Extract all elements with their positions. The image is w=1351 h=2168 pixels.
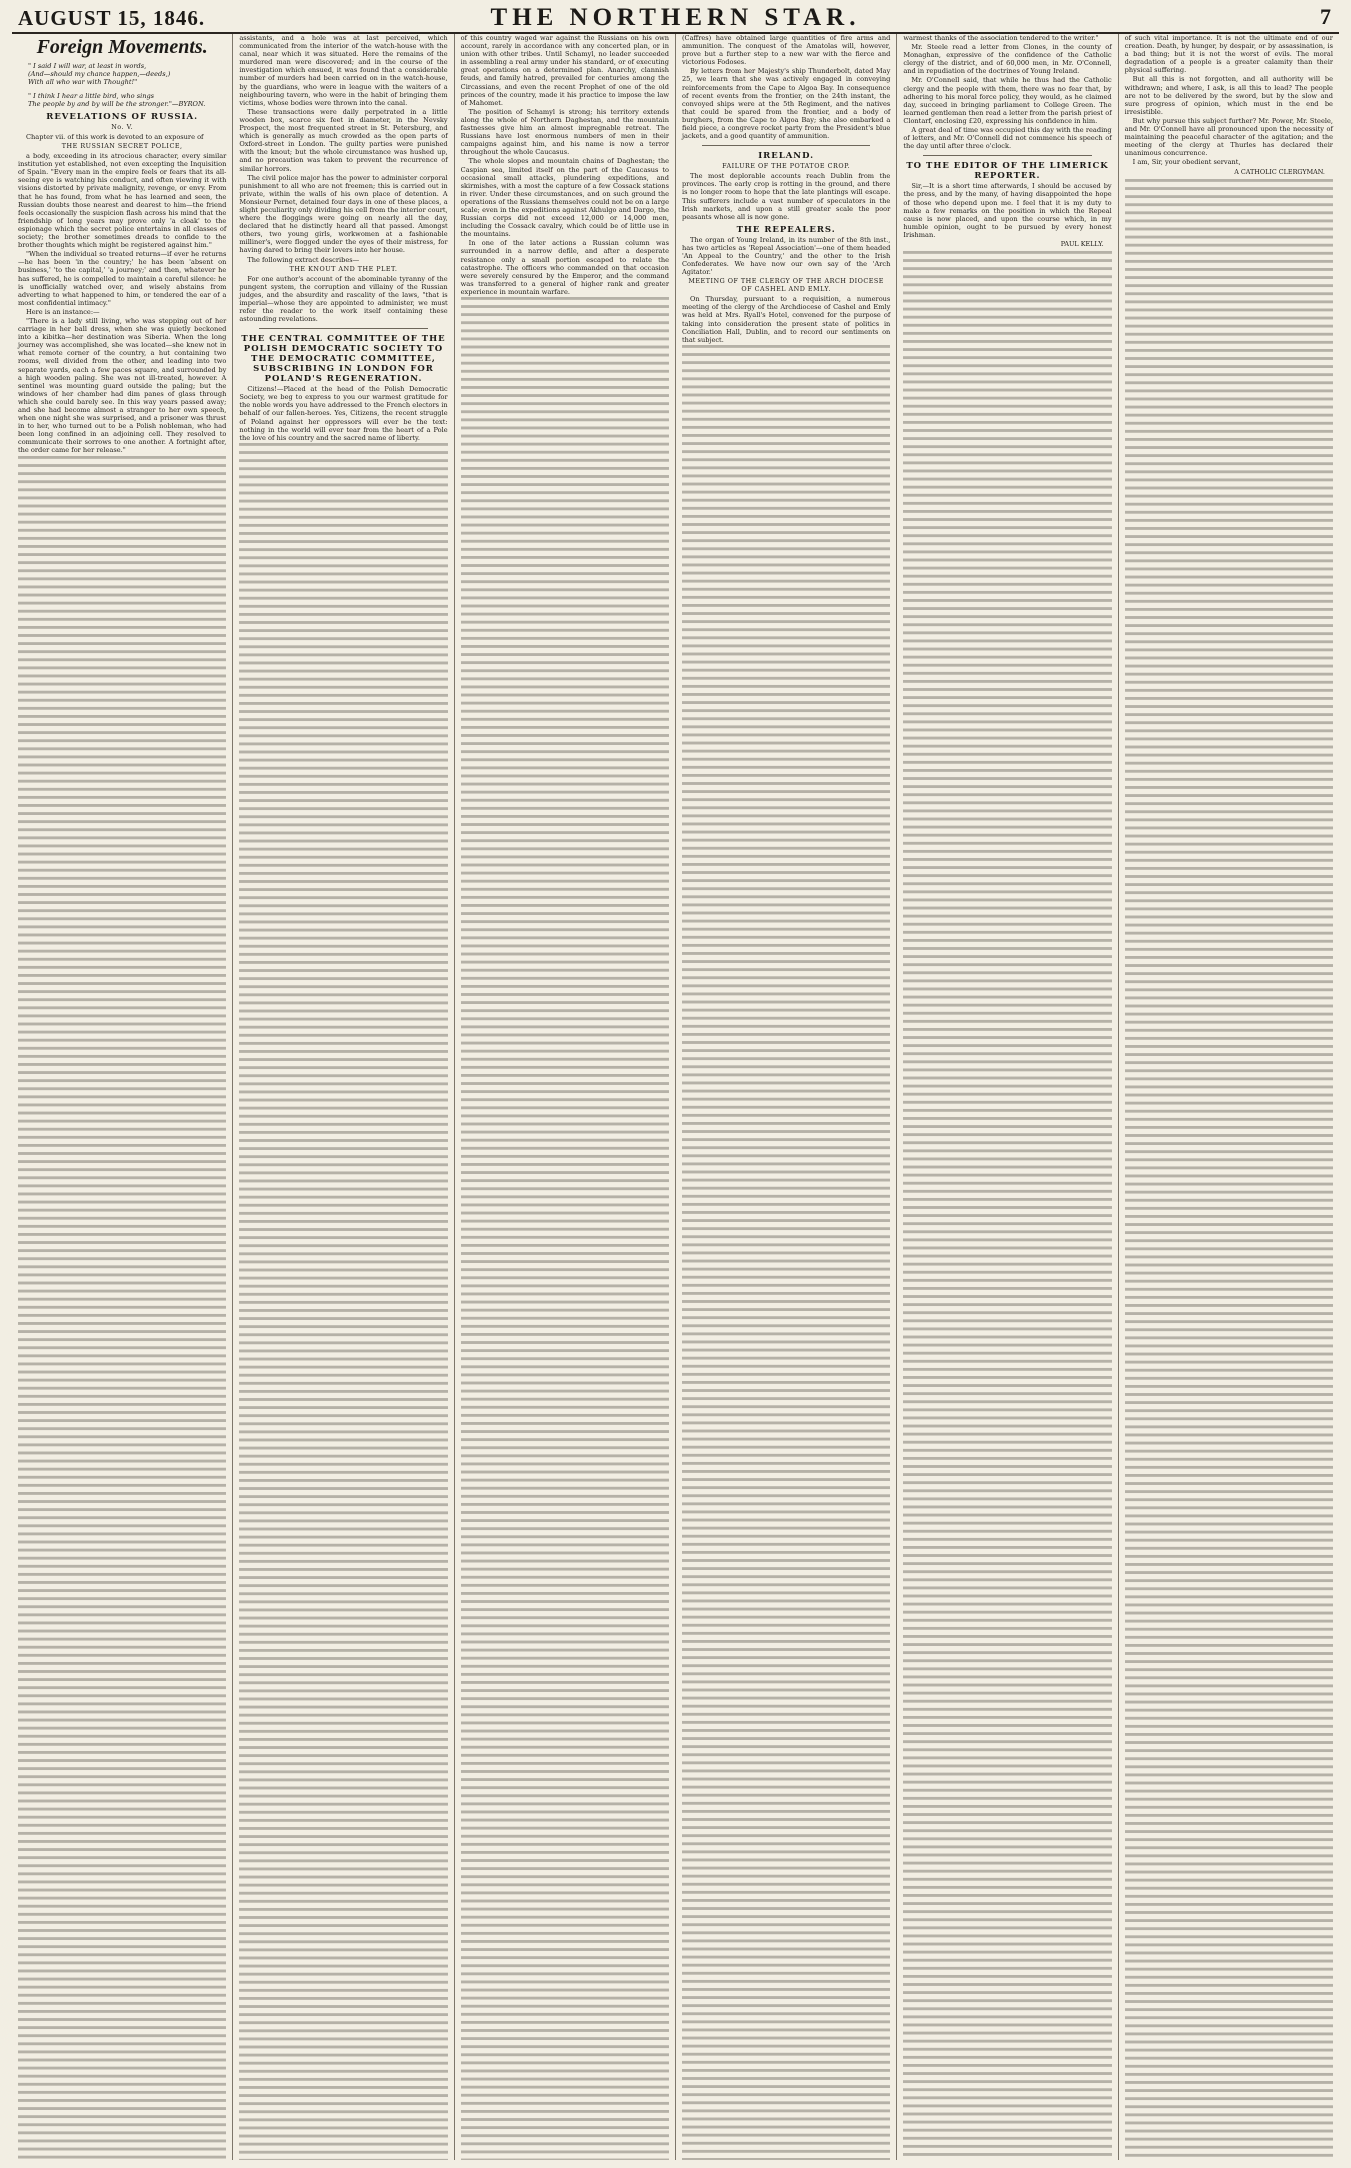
article-paragraph: But all this is not forgotten, and all authority will be withdrawn; and where, I ask, is all this to lead? The people are not to be delivered by the sword, but by the slow and sure progress of opinion, which must in the end be irresistible. (1124, 75, 1333, 116)
epigraph (28, 62, 226, 108)
article-heading: TO THE EDITOR OF THE LIMERICK REPORTER. (906, 161, 1109, 182)
epigraph-line: " I think I hear a little bird, who sings (28, 92, 155, 100)
article-paragraph: "When the individual so treated returns—if ever he returns—he has been 'in the country;' he has been 'absent on business,' 'to the capital,' 'a journey;' and then, whatever he has suffered, he is compelled to maintain a careful silence: he is unofficially watched over, and wisely abstains from adverting to what happened to him, or tendered the ear of a most confidential intimacy." (18, 250, 227, 307)
epigraph-line: The people by and by will be the stronger."—BYRON. (28, 100, 206, 108)
page-number: 7 (1320, 4, 1331, 29)
continued-text (682, 345, 890, 2160)
divider (702, 145, 870, 146)
columns (12, 34, 1339, 2160)
signature: PAUL KELLY. (1060, 239, 1104, 248)
epigraph-line: (And—should my chance happen,—deeds,) (28, 70, 171, 78)
epigraph-line: " I said I will war, at least in words, (28, 62, 147, 70)
article-paragraph: Mr. Steele read a letter from Clones, in the county of Monaghan, expressive of the confidence of the Catholic clergy of the district, and of 60,000 men, in Mr. O'Connell, and in repudiation of the doctrines of Young Ireland. (903, 43, 1112, 76)
article-paragraph: The most deplorable accounts reach Dublin from the provinces. The early crop is rotting in the ground, and there is no longer room to hope that the late plantings will escape. This sufferers include a vast number of speculators in the Irish markets, and upon a still greater scale the poor peasants whose all is now gone. (681, 172, 891, 221)
article-heading: THE CENTRAL COMMITTEE OF THE POLISH DEMOCRATIC SOCIETY TO THE DEMOCRATIC COMMITTEE, SUBSCRIBING IN LONDON FOR POLAND'S REGENERATION. (241, 334, 446, 385)
article-paragraph: On Thursday, pursuant to a requisition, a numerous meeting of the clergy of the Archdiocese of Cashel and Emly was held at Mrs. Ryall's Hotel, convened for the purpose of taking into consideration the present state of politics in Conciliation Hall, Dublin, and to record our sentiments on that subject. (681, 295, 891, 344)
masthead (12, 4, 1339, 34)
continued-text (239, 443, 447, 2160)
article-paragraph: A great deal of time was occupied this day with the reading of letters, and Mr. O'Connell did not commence his speech of the day until after three o'clock. (903, 126, 1112, 151)
article-paragraph: Mr. O'Connell said, that while he thus had the Catholic clergy and the people with them, there was no fear that, by adhering to his moral force policy, they would, as he claimed day, succeed in bringing parliament to College Green. The learned gentleman then read a letter from the parish priest of Clontarf, enclosing £20, expressing his confidence in him. (903, 76, 1112, 125)
article-paragraph: I am, Sir, your obedient servant, (1132, 158, 1241, 167)
signature: A CATHOLIC CLERGYMAN. (1234, 167, 1325, 176)
article-paragraph: In one of the later actions a Russian column was surrounded in a narrow defile, and after a desperate resistance only a small portion escaped to relate the catastrophe. The officers who commanded on that occasion were severely censured by the Emperor, and the command was transferred to a general of higher rank and greater experience in mountain warfare. (460, 239, 669, 296)
epigraph-line: With all who war with Thought!" (28, 78, 138, 86)
article-paragraph: For one author's account of the abominable tyranny of the pungent system, the corruption and villainy of the Russian judges, and the absurdity and rascality of the laws, "that is imperial—whose they are appointed to administer, we must refer the reader to the work itself containing these astounding revelations. (239, 274, 448, 324)
continued-text (1125, 179, 1333, 2160)
article-subheading: THE KNOUT AND THE PLET. (289, 264, 398, 273)
article-paragraph: assistants, and a hole was at last perceived, which communicated from the interior of the watch-house with the canal, near which it was situated. Here the remains of the murdered man were discovered; and in the course of the investigation which ensued, it was found that a considerable number of murders had been carried on in the watch-house, by the guardians, who were in league with the waiters of a neighbouring tavern, who were in the habit of bringing them victims, whose bodies were thrown into the canal. (239, 34, 448, 107)
article-paragraph: Citizens!—Placed at the head of the Polish Democratic Society, we beg to express to you our warmest gratitude for the noble words you have addressed to the French electors in behalf of our fallen-heroes. Yes, Citizens, the recent struggle of Poland against her oppressors will ever be the text: nothing in the world will ever tear from the heart of a Pole the love of his country and the sacred name of liberty. (239, 385, 448, 442)
article-subheading: THE RUSSIAN SECRET POLICE, (61, 142, 183, 151)
section-title: Foreign Movements. (36, 36, 208, 58)
article-paragraph: The position of Schamyl is strong; his territory extends along the whole of Northern Daghestan, and the mountain fastnesses give him an almost impregnable retreat. The Russians have lost enormous numbers of men in their campaigns against him, and his name is now a terror throughout the whole Caucasus. (460, 107, 669, 157)
article-paragraph: The organ of Young Ireland, in its number of the 8th inst., has two articles as 'Repeal Association'—one of them headed 'An Appeal to the Country,' and the other to the Irish Confederates. We have now our own say of the 'Arch Agitator.' (681, 235, 891, 277)
column-2 (233, 34, 454, 2160)
article-paragraph: The following extract describes— (247, 255, 360, 264)
continued-text (461, 297, 669, 2160)
article-paragraph: By letters from her Majesty's ship Thunderbolt, dated May 25, we learn that she was actively engaged in conveying reinforcements from the Cape to Algoa Bay. In consequence of recent events from the frontier, on the 24th instant, the convoyed ships were at the 5th Regiment, and the natives that could be spared from the frontier, and a body of burghers, from the Cape to Algoa Bay; she also embarked a field piece, a congreve rocket party from the President's blue jackets, and a good quantity of ammunition. (681, 67, 891, 141)
article-subheading: FAILURE OF THE POTATOE CROP. (722, 162, 851, 171)
divider (259, 328, 427, 329)
article-subheading: MEETING OF THE CLERGY OF THE ARCH DIOCESE OF CASHEL AND EMLY. (688, 277, 884, 294)
article-paragraph: (Caffres) have obtained large quantities of fire arms and ammunition. The conquest of the Amatolas will, however, prove but a further step to a new war with the fierce and victorious Fodoses. (681, 34, 891, 67)
column-5 (897, 34, 1118, 2160)
column-6 (1119, 34, 1339, 2160)
article-paragraph: Chapter vii. of this work is devoted to an exposure of (26, 133, 204, 141)
article-paragraph: Sir,—It is a short time afterwards, I should be accused by the press, and by the many, of having disappointed the hope of those who depend upon me. I feel that it is my duty to make a few remarks on the position in which the Repeal cause is now placed, and upon the course which, in my humble opinion, ought to be pursued by every honest Irishman. (903, 182, 1112, 239)
article-paragraph: The civil police major has the power to administer corporal punishment to all who are not freemen; this is carried out in private, within the walls of his own place of detention. A Monsieur Pernet, detained four days in one of these places, a slight peculiarity only dividing his cell from the interior court, where the floggings were going on nearly all the day, declared that he distinctly heard all that passed. Amongst others, two young girls, workwomen at a fashionable milliner's, were flogged under the eyes of their mistress, for having dared to bring their lovers into her house. (239, 173, 448, 255)
article-paragraph: of such vital importance. It is not the ultimate end of our creation. Death, by hunger, by despair, or by assassination, is a bad thing; but it is not the worst of evils. The moral degradation of a people is a greater calamity than their physical suffering. (1124, 34, 1333, 75)
article-paragraph: Here is an instance:— (26, 307, 100, 316)
continued-text (18, 456, 226, 2160)
divider (923, 155, 1091, 156)
article-heading: REVELATIONS OF RUSSIA. (46, 112, 199, 122)
article-subheading: No. V. (111, 123, 134, 131)
article-heading: IRELAND. (758, 151, 815, 162)
continued-text (903, 251, 1111, 2160)
article-paragraph: The whole slopes and mountain chains of Daghestan; the Caspian sea, limited itself on the part of the Caucasus to occasional small attacks, plundering expeditions, and skirmishes, with a most the capture of a few Cossack stations in river. Under these circumstances, and on such ground the operations of the Russians themselves could not be on a large scale; even in the expeditions against Akhulgo and Dargo, the Russian corps did not exceed 12,000 or 14,000 men, including the Cossack cavalry, which could be of little use in the mountains. (460, 157, 669, 239)
column-3 (455, 34, 676, 2160)
article-paragraph: These transactions were daily perpetrated in a little wooden box, scarce six feet in diameter, in the Nevsky Prospect, the most frequented street in St. Petersburg, and which is generally as much crowded as the open parts of Oxford-street in London. The guilty parties were punished with the knout; but the whole circumstance was hushed up, and no precaution was taken to prevent the recurrence of similar horrors. (239, 107, 448, 173)
column-1 (12, 34, 233, 2160)
article-paragraph: warmest thanks of the association tendered to the writer." (903, 34, 1099, 42)
article-paragraph: "There is a lady still living, who was stepping out of her carriage in her ball dress, when she was quietly beckoned into a kibitka—her destination was Siberia. When the long journey was accomplished, she was located—she knew not in what remote corner of the country, a hut containing two rooms, well divided from the other, and leading into two separate yards, each a few paces square, and surrounded by a high wooden paling. She was not ill-treated, however. A sentinel was mounting guard outside the paling; but the windows of her chamber had dim panes of glass through which she could barely see. In this way years passed away; and she had become almost a stranger to her own speech, when one night she was surprised, and a prisoner was thrust in to her, who turned out to be a Polish nobleman, who had been long confined in an adjoining cell. They resolved to communicate their sorrows to one another. A fortnight after, the order came for her release." (18, 316, 227, 455)
article-paragraph: But why pursue this subject further? Mr. Power, Mr. Steele, and Mr. O'Connell have all pronounced upon the necessity of maintaining the peaceful character of the agitation; and the meeting of the clergy at Thurles has declared their unanimous concurrence. (1124, 116, 1333, 158)
issue-date: AUGUST 15, 1846. (18, 6, 206, 30)
article-heading: THE REPEALERS. (736, 224, 836, 235)
article-paragraph: a body, exceeding in its atrocious character, every similar institution yet established, not even excepting the Inquisition of Spain. "Every man in the empire feels or fears that its all-seeing eye is watching his conduct, and often viewing it with visions distorted by private malignity, revenge, or envy. From that he has found, from what he has learned and seen, the Russian doubts those nearest and dearest to him—the friend feels occasionally the suspicion flash across his mind that the friendship of long years may prove only 'a cloak' to the espionage which the secret police entertains in all classes of society; the brother sometimes dreads to confide to the brother thoughts which might be registered against him." (18, 152, 227, 250)
article-paragraph: of this country waged war against the Russians on his own account, rarely in accordance with any concerted plan, or in union with other tribes. Until Schamyl, no leader succeeded in assembling a real army under his standard, or of executing great operations on a determined plan. Anarchy, clannish feuds, and family hatred, prevailed for centuries among the Circassians, and even the recent Prophet of one of the old princes of the country, made it his practice to impose the law of Mahomet. (460, 34, 669, 107)
newspaper-title: THE NORTHERN STAR. (490, 4, 861, 31)
column-4 (676, 34, 897, 2160)
